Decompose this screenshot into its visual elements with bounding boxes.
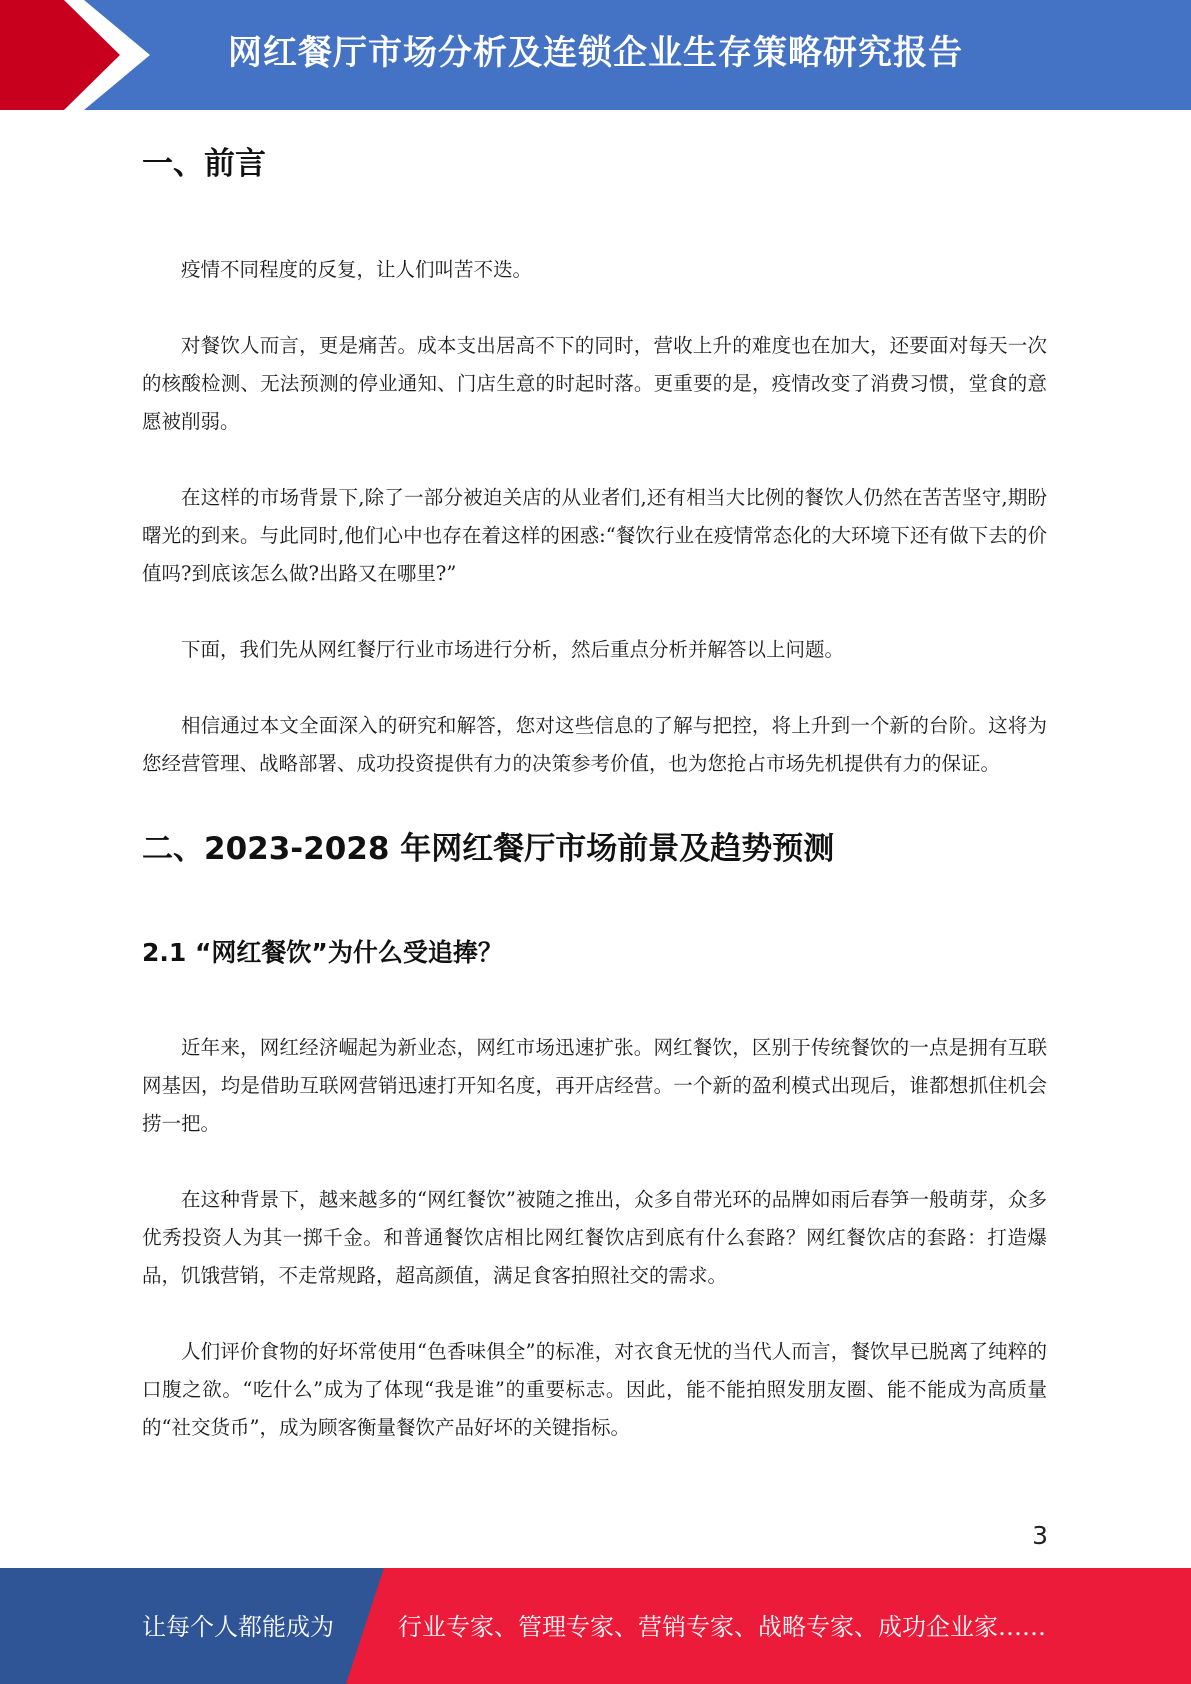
section-heading-preface: 一、前言 [142, 146, 266, 182]
paragraph: 下面，我们先从网红餐厅行业市场进行分析，然后重点分析并解答以上问题。 [181, 638, 845, 661]
paragraph: 在这种背景下，越来越多的“网红餐饮”被随之推出，众多自带光环的品牌如雨后春笋一般萌芽，众多优秀投资人为其一掷千金。和普通餐饮店相比网红餐饮店到底有什么套路？网红餐饮店的套路：打造爆品，饥饿营销，不走常规路，超高颜值，满足食客拍照社交的需求。 [142, 1188, 1047, 1287]
page-number: 3 [1032, 1521, 1048, 1550]
paragraph: 相信通过本文全面深入的研究和解答，您对这些信息的了解与把控，将上升到一个新的台阶。这将为您经营管理、战略部署、成功投资提供有力的决策参考价值，也为您抢占市场先机提供有力的保证。 [142, 714, 1047, 775]
paragraph: 对餐饮人而言，更是痛苦。成本支出居高不下的同时，营收上升的难度也在加大，还要面对每天一次的核酸检测、无法预测的停业通知、门店生意的时起时落。更重要的是，疫情改变了消费习惯，堂食的意愿被削弱。 [142, 334, 1047, 433]
footer-slogan-right: 行业专家、管理专家、营销专家、战略专家、成功企业家…… [398, 1613, 1046, 1641]
report-body [142, 110, 1047, 1447]
footer-slogan-left: 让每个人都能成为 [142, 1613, 334, 1641]
paragraph: 人们评价食物的好坏常使用“色香味俱全”的标准，对衣食无忧的当代人而言，餐饮早已脱离了纯粹的口腹之欲。“吃什么”成为了体现“我是谁”的重要标志。因此，能不能拍照发朋友圈、能不能成为高质量的“社交货币”，成为顾客衡量餐饮产品好坏的关键指标。 [142, 1340, 1047, 1439]
paragraph: 近年来，网红经济崛起为新业态，网红市场迅速扩张。网红餐饮，区别于传统餐饮的一点是拥有互联网基因，均是借助互联网营销迅速打开知名度，再开店经营。一个新的盈利模式出现后，谁都想抓住机会捞一把。 [142, 1036, 1047, 1135]
subsection-heading: 2.1 “网红餐饮”为什么受追捧？ [142, 938, 503, 967]
header-arrow-decoration [0, 0, 160, 110]
report-title: 网红餐厅市场分析及连锁企业生存策略研究报告 [228, 33, 963, 73]
page-header [0, 0, 1191, 110]
paragraph: 疫情不同程度的反复，让人们叫苦不迭。 [181, 258, 533, 281]
page-footer [0, 1568, 1191, 1684]
section-heading-forecast: 二、2023-2028 年网红餐厅市场前景及趋势预测 [142, 831, 835, 867]
paragraph: 在这样的市场背景下,除了一部分被迫关店的从业者们,还有相当大比例的餐饮人仍然在苦苦坚守,期盼曙光的到来。与此同时,他们心中也存在着这样的困惑:“餐饮行业在疫情常态化的大环境下还有做下去的价值吗?到底该怎么做?出路又在哪里?” [142, 486, 1047, 585]
